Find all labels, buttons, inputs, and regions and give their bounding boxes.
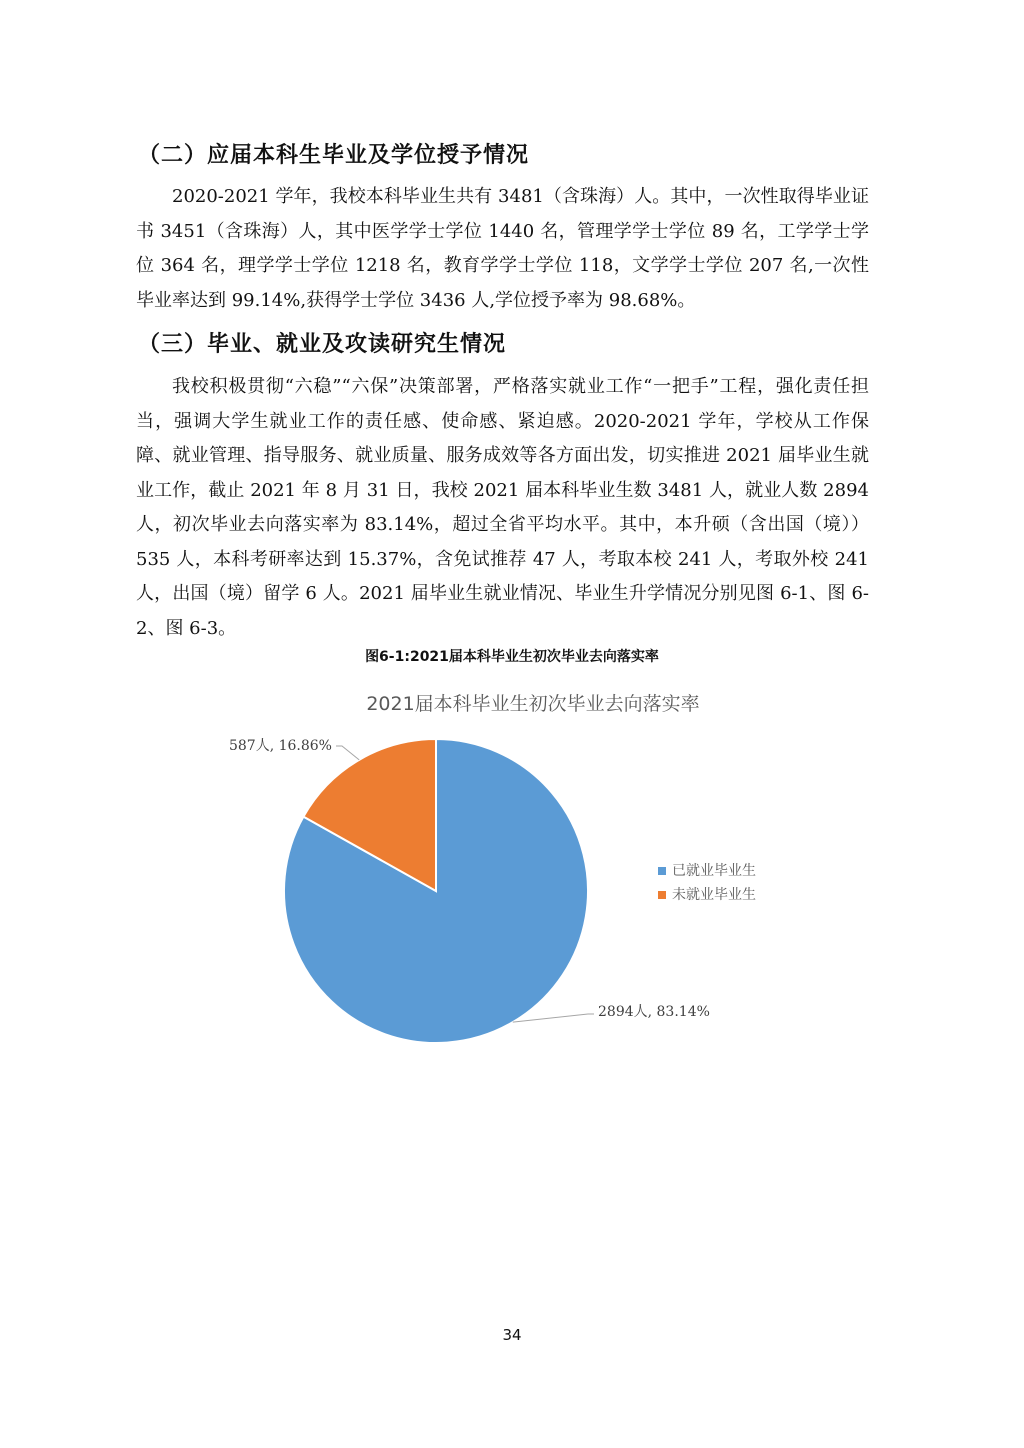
legend-label-2: 未就业毕业生 (672, 887, 756, 903)
section-3-paragraph: 我校积极贯彻“六稳”“六保”决策部署，严格落实就业工作“一把手”工程，强化责任担当，强调大学生就业工作的责任感、使命感、紧迫感。2020-2021 学年，学校从工作保障、就业管理、指导服务、就业质量、服务成效等各方面出发，切实推进 2021 届毕业生就业工作，截止 2021 年 8 月 31 日，我校 2021 届本科毕业生数 3481 人，就业人数 2894 人，初次毕业去向落实率为 83.14%，超过全省平均水平。其中，本升硕（含出国（境））535 人，本科考研率达到 15.37%，含免试推荐 47 人，考取本校 241 人，考取外校 241 人，出国（境）留学 6 人。2021 届毕业生就业情况、毕业生升学情况分别见图 6-1、图 6-2、图 6-3。 (136, 376, 869, 639)
section-3-heading: （三）毕业、就业及攻读研究生情况 (138, 332, 507, 357)
page-number: 34 (502, 1326, 522, 1344)
legend-swatch-1 (658, 867, 666, 875)
figure-caption: 图6-1:2021届本科毕业生初次毕业去向落实率 (365, 649, 659, 665)
chart-title: 2021届本科毕业生初次毕业去向落实率 (366, 693, 700, 715)
section-2-paragraph: 2020-2021 学年，我校本科毕业生共有 3481（含珠海）人。其中，一次性取得毕业证书 3451（含珠海）人，其中医学学士学位 1440 名，管理学学士学位 89 名，工学学士学位 364 名，理学学士学位 1218 名，教育学学士学位 118，文学学士学位 207 名,一次性毕业率达到 99.14%,获得学士学位 3436 人,学位授予率为 98.68%。 (136, 186, 869, 311)
pie-data-label-1: 2894人, 83.14% (598, 1004, 710, 1020)
legend-label-1: 已就业毕业生 (672, 863, 756, 879)
section-2-heading: （二）应届本科生毕业及学位授予情况 (138, 143, 530, 168)
pie-leader-line-2 (336, 746, 359, 760)
legend-swatch-2 (658, 891, 666, 899)
pie-chart (200, 678, 840, 1058)
pie-data-label-2: 587人, 16.86% (228, 738, 332, 754)
